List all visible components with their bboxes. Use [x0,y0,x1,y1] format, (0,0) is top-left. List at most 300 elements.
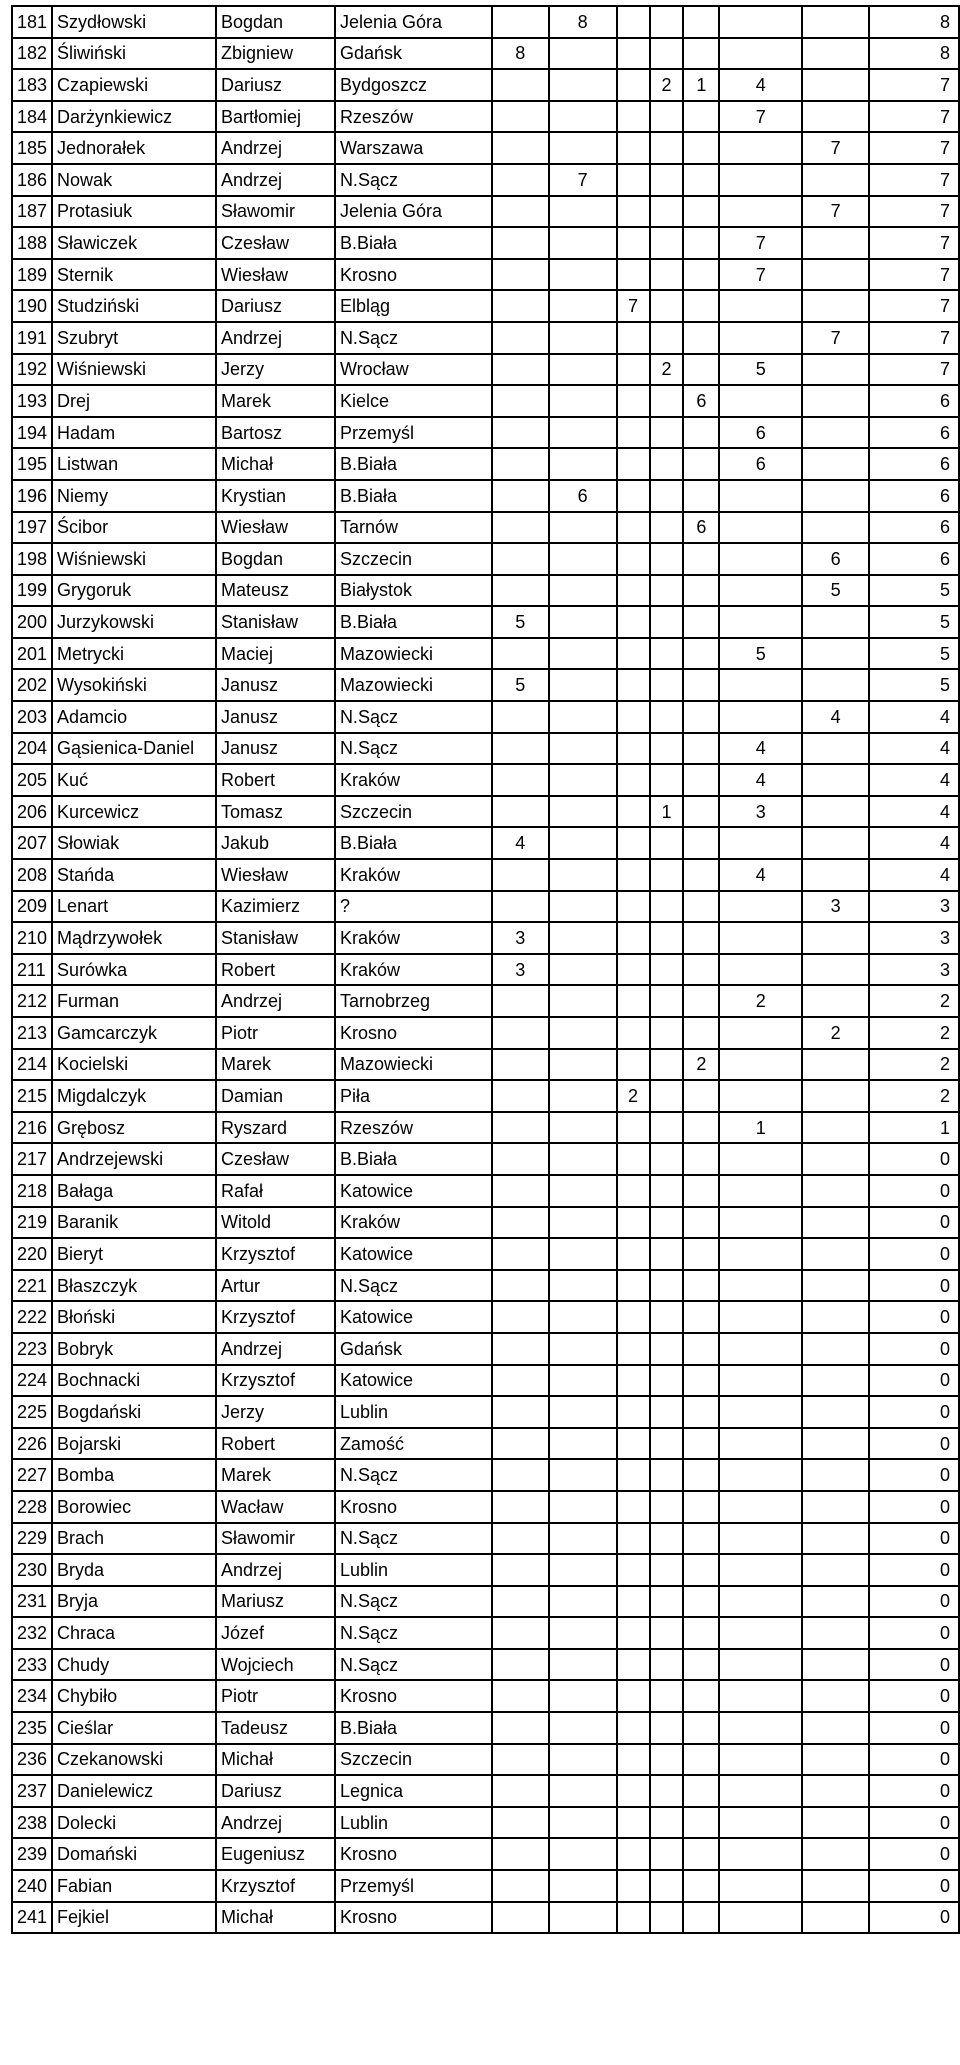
cell-score-2 [549,101,617,133]
cell-score-3 [617,322,650,354]
cell-score-7 [802,733,869,765]
cell-total: 1 [869,1112,959,1144]
cell-score-6 [719,827,802,859]
cell-score-3 [617,1238,650,1270]
cell-city: B.Biała [335,480,492,512]
cell-total: 2 [869,1017,959,1049]
cell-score-5: 1 [683,69,719,101]
cell-city: B.Biała [335,1712,492,1744]
cell-score-4 [650,417,684,449]
cell-score-4 [650,1080,684,1112]
cell-rank: 202 [12,669,52,701]
cell-rank: 203 [12,701,52,733]
cell-rank: 227 [12,1459,52,1491]
cell-score-7 [802,954,869,986]
cell-city: Warszawa [335,132,492,164]
cell-score-5 [683,954,719,986]
cell-rank: 231 [12,1586,52,1618]
cell-score-6 [719,891,802,923]
cell-score-6: 3 [719,796,802,828]
cell-score-1 [492,1238,549,1270]
cell-rank: 190 [12,290,52,322]
cell-score-3 [617,891,650,923]
cell-rank: 225 [12,1396,52,1428]
cell-city: Mazowiecki [335,1049,492,1081]
cell-score-1 [492,1617,549,1649]
cell-score-2: 6 [549,480,617,512]
cell-score-3 [617,6,650,38]
cell-surname: Słowiak [52,827,216,859]
cell-score-2 [549,1080,617,1112]
cell-score-5 [683,1207,719,1239]
cell-score-3: 2 [617,1080,650,1112]
table-row [12,575,959,607]
cell-city: N.Sącz [335,1586,492,1618]
cell-score-5 [683,701,719,733]
cell-surname: Błaszczyk [52,1270,216,1302]
cell-first-name: Janusz [216,669,335,701]
cell-total: 5 [869,606,959,638]
cell-first-name: Bogdan [216,6,335,38]
cell-score-4 [650,733,684,765]
table-row [12,69,959,101]
cell-score-7 [802,1143,869,1175]
cell-rank: 201 [12,638,52,670]
cell-score-7 [802,1207,869,1239]
cell-score-6 [719,1491,802,1523]
cell-surname: Gamcarczyk [52,1017,216,1049]
cell-score-6 [719,1554,802,1586]
cell-rank: 186 [12,164,52,196]
cell-score-7 [802,1649,869,1681]
cell-rank: 223 [12,1333,52,1365]
cell-city: B.Biała [335,448,492,480]
cell-score-3 [617,575,650,607]
cell-score-6 [719,290,802,322]
cell-city: Kraków [335,954,492,986]
cell-first-name: Tomasz [216,796,335,828]
cell-city: Elbląg [335,290,492,322]
cell-score-6: 4 [719,764,802,796]
cell-score-1: 4 [492,827,549,859]
cell-city: Gdańsk [335,38,492,70]
cell-score-1 [492,1870,549,1902]
cell-score-1: 5 [492,606,549,638]
cell-total: 0 [869,1554,959,1586]
table-row [12,448,959,480]
cell-score-4 [650,1301,684,1333]
cell-total: 0 [869,1207,959,1239]
cell-rank: 194 [12,417,52,449]
cell-rank: 238 [12,1807,52,1839]
cell-total: 4 [869,827,959,859]
cell-rank: 187 [12,196,52,228]
cell-rank: 217 [12,1143,52,1175]
cell-score-2 [549,1238,617,1270]
cell-total: 7 [869,69,959,101]
cell-score-7 [802,1301,869,1333]
cell-rank: 195 [12,448,52,480]
table-row [12,638,959,670]
cell-total: 4 [869,796,959,828]
cell-score-5 [683,1365,719,1397]
cell-first-name: Artur [216,1270,335,1302]
cell-score-1 [492,132,549,164]
cell-score-2: 7 [549,164,617,196]
cell-total: 7 [869,322,959,354]
cell-city: Katowice [335,1365,492,1397]
cell-score-1 [492,543,549,575]
cell-score-4 [650,606,684,638]
cell-first-name: Robert [216,764,335,796]
cell-score-1 [492,1902,549,1934]
cell-score-2 [549,1112,617,1144]
cell-score-3 [617,1049,650,1081]
cell-score-1 [492,1807,549,1839]
cell-score-6: 4 [719,69,802,101]
cell-city: Krosno [335,1680,492,1712]
cell-score-4 [650,669,684,701]
cell-score-7 [802,1491,869,1523]
cell-score-5 [683,6,719,38]
cell-score-2 [549,1333,617,1365]
table-row [12,322,959,354]
cell-score-6 [719,132,802,164]
cell-city: Krosno [335,1017,492,1049]
cell-score-5 [683,1396,719,1428]
cell-surname: Sławiczek [52,227,216,259]
cell-score-1: 3 [492,954,549,986]
cell-score-4 [650,1207,684,1239]
cell-score-5 [683,290,719,322]
cell-score-2 [549,259,617,291]
cell-rank: 241 [12,1902,52,1934]
cell-first-name: Dariusz [216,1775,335,1807]
cell-score-1 [492,1143,549,1175]
cell-first-name: Andrzej [216,1807,335,1839]
cell-score-2 [549,1554,617,1586]
table-row [12,1744,959,1776]
cell-score-4 [650,922,684,954]
cell-score-7 [802,1270,869,1302]
cell-total: 7 [869,259,959,291]
cell-city: N.Sącz [335,322,492,354]
table-row [12,606,959,638]
cell-city: Katowice [335,1301,492,1333]
cell-total: 0 [869,1807,959,1839]
cell-score-4: 2 [650,69,684,101]
table-row [12,1396,959,1428]
cell-score-4 [650,764,684,796]
cell-score-5 [683,1270,719,1302]
cell-rank: 196 [12,480,52,512]
cell-score-5 [683,1775,719,1807]
cell-surname: Gąsienica-Daniel [52,733,216,765]
cell-total: 5 [869,575,959,607]
cell-score-2 [549,1649,617,1681]
table-row [12,1459,959,1491]
cell-first-name: Andrzej [216,132,335,164]
cell-score-5 [683,354,719,386]
cell-surname: Kocielski [52,1049,216,1081]
cell-city: B.Biała [335,1143,492,1175]
cell-score-1 [492,354,549,386]
cell-rank: 204 [12,733,52,765]
cell-city: N.Sącz [335,1649,492,1681]
table-row [12,1238,959,1270]
table-row [12,1365,959,1397]
cell-total: 2 [869,1049,959,1081]
cell-score-3 [617,196,650,228]
cell-score-5 [683,891,719,923]
cell-rank: 182 [12,38,52,70]
cell-first-name: Ryszard [216,1112,335,1144]
table-row [12,1049,959,1081]
cell-surname: Szubryt [52,322,216,354]
cell-score-4 [650,1143,684,1175]
cell-score-6 [719,38,802,70]
cell-rank: 210 [12,922,52,954]
cell-first-name: Bogdan [216,543,335,575]
cell-score-6: 7 [719,101,802,133]
cell-score-4 [650,1617,684,1649]
cell-surname: Andrzejewski [52,1143,216,1175]
cell-surname: Borowiec [52,1491,216,1523]
cell-score-4 [650,1807,684,1839]
cell-score-4 [650,1428,684,1460]
table-row [12,1175,959,1207]
cell-first-name: Sławomir [216,1523,335,1555]
cell-surname: Wysokiński [52,669,216,701]
cell-score-2 [549,764,617,796]
cell-total: 0 [869,1523,959,1555]
table-row [12,385,959,417]
table-row [12,1775,959,1807]
cell-first-name: Damian [216,1080,335,1112]
cell-score-5 [683,227,719,259]
cell-surname: Grębosz [52,1112,216,1144]
cell-score-4 [650,1049,684,1081]
cell-score-7: 2 [802,1017,869,1049]
cell-score-6 [719,1207,802,1239]
cell-score-7 [802,606,869,638]
cell-score-2 [549,891,617,923]
cell-first-name: Krzysztof [216,1238,335,1270]
cell-rank: 197 [12,512,52,544]
cell-total: 4 [869,859,959,891]
cell-total: 8 [869,6,959,38]
cell-rank: 185 [12,132,52,164]
cell-city: Kraków [335,859,492,891]
cell-surname: Bobryk [52,1333,216,1365]
table-row [12,1554,959,1586]
cell-first-name: Czesław [216,1143,335,1175]
cell-score-3 [617,1775,650,1807]
cell-score-2 [549,1617,617,1649]
cell-score-5 [683,1491,719,1523]
cell-city: Wrocław [335,354,492,386]
cell-score-1: 5 [492,669,549,701]
table-row [12,1838,959,1870]
cell-city: ? [335,891,492,923]
cell-first-name: Rafał [216,1175,335,1207]
cell-score-2 [549,1365,617,1397]
cell-score-7 [802,1554,869,1586]
cell-first-name: Jerzy [216,1396,335,1428]
cell-total: 4 [869,733,959,765]
cell-score-1 [492,322,549,354]
cell-rank: 206 [12,796,52,828]
cell-score-5 [683,196,719,228]
cell-total: 4 [869,701,959,733]
cell-score-1 [492,227,549,259]
cell-score-3 [617,448,650,480]
cell-score-3 [617,1396,650,1428]
cell-surname: Domański [52,1838,216,1870]
cell-first-name: Michał [216,448,335,480]
cell-score-6 [719,1270,802,1302]
cell-score-6 [719,196,802,228]
cell-first-name: Maciej [216,638,335,670]
cell-score-5 [683,606,719,638]
table-row [12,1680,959,1712]
cell-score-7 [802,827,869,859]
cell-score-3 [617,512,650,544]
cell-score-1 [492,701,549,733]
cell-score-1 [492,733,549,765]
cell-score-2 [549,1523,617,1555]
cell-total: 0 [869,1712,959,1744]
cell-score-7 [802,1333,869,1365]
cell-score-2 [549,1270,617,1302]
cell-total: 0 [869,1365,959,1397]
cell-score-1: 3 [492,922,549,954]
table-row [12,417,959,449]
cell-score-5 [683,1838,719,1870]
cell-first-name: Eugeniusz [216,1838,335,1870]
cell-score-6 [719,1238,802,1270]
table-row [12,985,959,1017]
cell-city: Jelenia Góra [335,196,492,228]
cell-rank: 212 [12,985,52,1017]
table-row [12,733,959,765]
cell-surname: Wiśniewski [52,354,216,386]
table-row [12,1207,959,1239]
cell-total: 6 [869,417,959,449]
table-row [12,827,959,859]
cell-rank: 230 [12,1554,52,1586]
cell-surname: Studziński [52,290,216,322]
cell-total: 7 [869,101,959,133]
cell-score-7 [802,796,869,828]
cell-score-6 [719,575,802,607]
cell-score-6: 6 [719,448,802,480]
cell-score-5 [683,417,719,449]
cell-total: 0 [869,1870,959,1902]
cell-score-3 [617,985,650,1017]
table-row [12,796,959,828]
cell-rank: 229 [12,1523,52,1555]
cell-score-7 [802,1586,869,1618]
cell-score-2 [549,1301,617,1333]
cell-city: B.Biała [335,227,492,259]
cell-score-2 [549,1870,617,1902]
cell-city: Kraków [335,922,492,954]
cell-score-7 [802,385,869,417]
cell-score-2 [549,1207,617,1239]
cell-score-2 [549,922,617,954]
cell-first-name: Krystian [216,480,335,512]
cell-score-2 [549,354,617,386]
cell-score-4 [650,1680,684,1712]
cell-score-5: 6 [683,512,719,544]
cell-score-6 [719,1807,802,1839]
cell-total: 2 [869,1080,959,1112]
cell-score-6: 2 [719,985,802,1017]
cell-surname: Wiśniewski [52,543,216,575]
cell-score-4 [650,1365,684,1397]
cell-score-7: 4 [802,701,869,733]
cell-score-1 [492,1207,549,1239]
cell-surname: Migdalczyk [52,1080,216,1112]
cell-score-1 [492,985,549,1017]
cell-score-4 [650,6,684,38]
cell-score-2 [549,543,617,575]
cell-score-3 [617,132,650,164]
cell-score-1 [492,164,549,196]
cell-score-1 [492,1586,549,1618]
cell-score-2 [549,1175,617,1207]
cell-score-7 [802,1459,869,1491]
cell-city: Przemyśl [335,417,492,449]
cell-score-3 [617,1270,650,1302]
cell-surname: Czapiewski [52,69,216,101]
table-row [12,227,959,259]
cell-city: Białystok [335,575,492,607]
table-row [12,1491,959,1523]
cell-score-3 [617,1301,650,1333]
cell-score-3 [617,1017,650,1049]
cell-score-2 [549,1428,617,1460]
table-row [12,480,959,512]
cell-score-2 [549,859,617,891]
table-row [12,1333,959,1365]
cell-first-name: Andrzej [216,1333,335,1365]
cell-score-1 [492,101,549,133]
table-row [12,1112,959,1144]
cell-first-name: Kazimierz [216,891,335,923]
cell-surname: Bojarski [52,1428,216,1460]
cell-score-7 [802,1523,869,1555]
table-row [12,891,959,923]
table-row [12,701,959,733]
cell-city: Kielce [335,385,492,417]
cell-score-4 [650,1523,684,1555]
table-row [12,1143,959,1175]
cell-score-7 [802,764,869,796]
cell-score-2 [549,669,617,701]
cell-score-2 [549,132,617,164]
cell-score-7 [802,1049,869,1081]
cell-score-4 [650,227,684,259]
cell-score-6 [719,1301,802,1333]
cell-first-name: Witold [216,1207,335,1239]
cell-score-3 [617,954,650,986]
cell-score-3 [617,796,650,828]
table-row [12,954,959,986]
cell-city: N.Sącz [335,1459,492,1491]
cell-score-3 [617,669,650,701]
